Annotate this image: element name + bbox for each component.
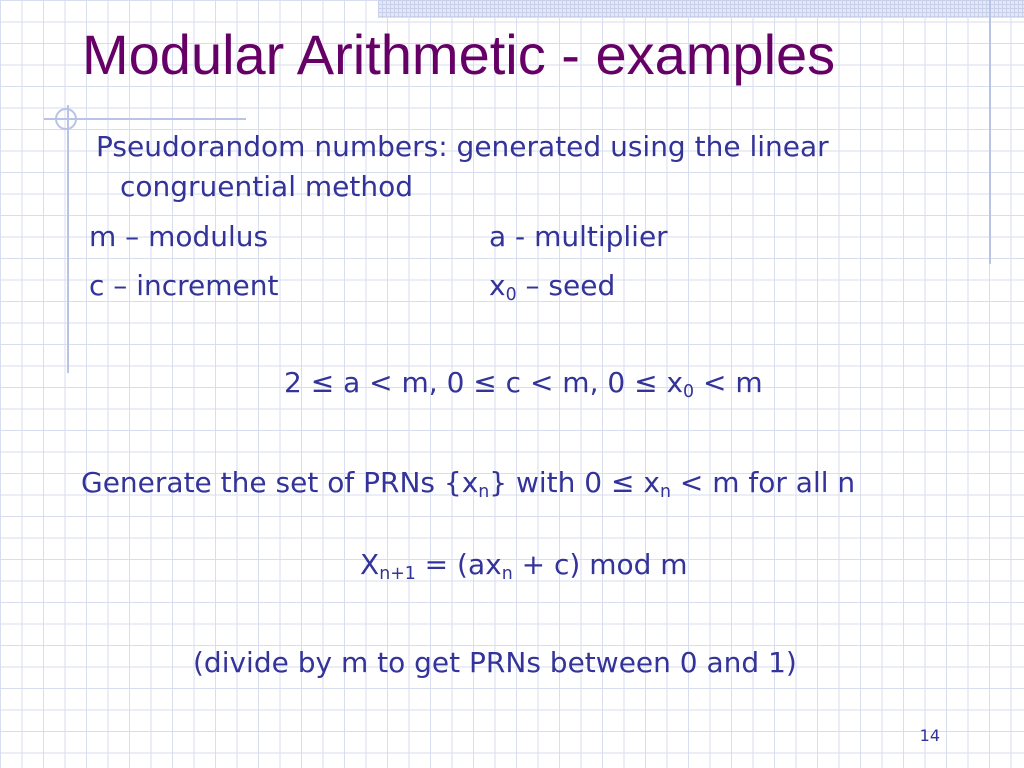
recurrence-text-2: + c) mod m (512, 548, 688, 581)
seed-text: – seed (516, 269, 616, 302)
generate-text-1: Generate the set of PRNs {x (81, 466, 479, 499)
recurrence-subscript-1: n+1 (379, 563, 416, 584)
normalization-note: (divide by m to get PRNs between 0 and 1) (193, 646, 797, 679)
constraints-text: 2 ≤ a < m, 0 ≤ c < m, 0 ≤ x (284, 366, 684, 399)
slide-title: Modular Arithmetic - examples (82, 23, 836, 86)
increment-definition: c – increment (89, 269, 279, 302)
multiplier-definition: a - multiplier (489, 220, 668, 253)
recurrence-var: X (360, 548, 380, 581)
constraints-subscript: 0 (683, 381, 695, 402)
seed-var: x (489, 269, 506, 302)
right-vertical-rule (989, 0, 991, 264)
recurrence-subscript-2: n (501, 563, 513, 584)
constraints-tail: < m (694, 366, 763, 399)
generate-text-2: } with 0 ≤ x (489, 466, 660, 499)
modulus-definition: m – modulus (89, 220, 269, 253)
generate-subscript-2: n (659, 481, 671, 502)
intro-line-2: congruential method (120, 170, 414, 203)
parameter-constraints (284, 366, 763, 400)
crosshair-circle-icon (55, 108, 77, 130)
recurrence-text-1: = (ax (415, 548, 502, 581)
intro-line-1: Pseudorandom numbers: generated using the linear (96, 130, 829, 163)
recurrence-formula (360, 548, 688, 582)
seed-definition (489, 269, 615, 303)
generate-statement (81, 466, 855, 500)
generate-subscript-1: n (478, 481, 490, 502)
slide-number: 14 (919, 726, 940, 745)
seed-subscript: 0 (505, 284, 517, 305)
generate-text-3: < m for all n (670, 466, 856, 499)
top-decorative-band (378, 0, 1024, 18)
left-vertical-rule (67, 105, 69, 373)
